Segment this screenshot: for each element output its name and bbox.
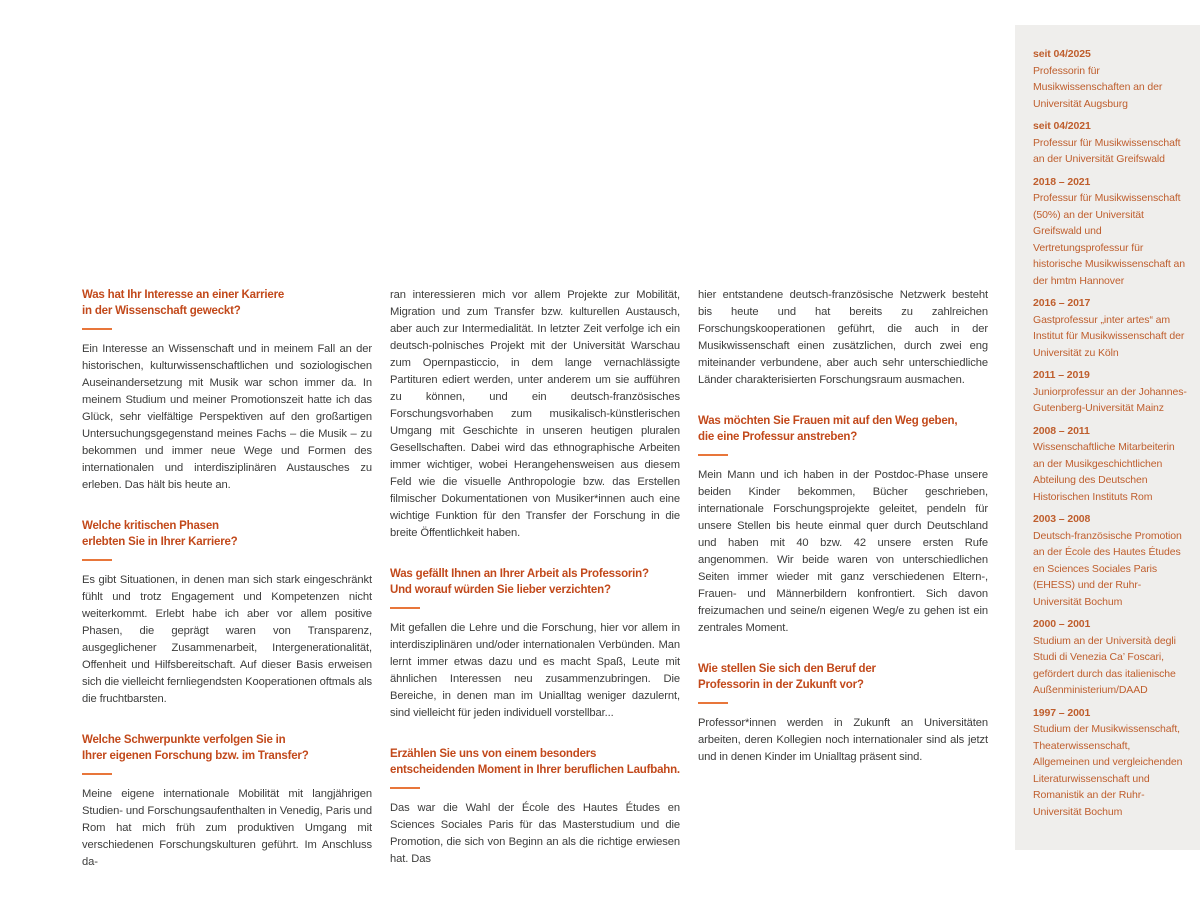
cv-entry-period: 2003 – 2008 xyxy=(1033,513,1091,525)
question-work-likes xyxy=(390,566,680,598)
question-divider-rule xyxy=(390,607,420,609)
cv-entry xyxy=(1033,616,1187,699)
cv-entry xyxy=(1033,367,1187,417)
cv-entry-description: Studium der Musikwissenschaft, Theaterwissenschaft, Allgemeinen und vergleichenden Literaturwissenschaft und Romanistik an der Ruhr-Universität Bochum xyxy=(1033,723,1183,818)
interview-column-3 xyxy=(698,287,988,895)
cv-entry xyxy=(1033,705,1187,821)
question-advice-for-women xyxy=(698,413,988,445)
answer-research-focus-part1: Meine eigene internationale Mobilität mit langjährigen Studien- und Forschungsaufenthalten in Venedig, Paris und Rom hat mich früh zum produktiven Umgang mit verschiedenen Forschungskulturen geführt. Im Anschluss da- xyxy=(82,788,372,868)
cv-entry-description: Deutsch-französische Promotion an der École des Hautes Études en Sciences Sociales Paris (EHESS) und der Ruhr-Universität Bochum xyxy=(1033,529,1182,608)
question-line: Welche Schwerpunkte verfolgen Sie in xyxy=(82,734,286,746)
question-line: Was möchten Sie Frauen mit auf den Weg geben, xyxy=(698,415,958,427)
question-divider-rule xyxy=(82,773,112,775)
question-line: Erzählen Sie uns von einem besonders xyxy=(390,748,597,760)
question-line: in der Wissenschaft geweckt? xyxy=(82,305,241,317)
question-divider-rule xyxy=(390,787,420,789)
cv-entry-description: Studium an der Università degli Studi di Venezia Ca’ Foscari, gefördert durch das italienische Außenministerium/DAAD xyxy=(1033,634,1176,696)
question-line: Wie stellen Sie sich den Beruf der xyxy=(698,663,876,675)
question-decisive-moment xyxy=(390,746,680,778)
interview-column-2 xyxy=(390,287,680,895)
cv-entry-description: Professur für Musikwissenschaft (50%) an der Universität Greifswald und Vertretungsprofessur für historische Musikwissenschaft an der hmtm Hannover xyxy=(1033,192,1186,287)
cv-entry-description: Wissenschaftliche Mitarbeiterin an der Musikgeschichtlichen Abteilung des Deutschen Historischen Instituts Rom xyxy=(1033,441,1175,503)
cv-entry-description: Gastprofessur „inter artes“ am Institut für Musikwissenschaft der Universität zu Köln xyxy=(1033,313,1185,359)
cv-timeline-sidebar xyxy=(1015,25,1200,850)
cv-entry-period: 2018 – 2021 xyxy=(1033,175,1091,188)
interview-columns xyxy=(82,287,988,895)
answer-critical-phases: Es gibt Situationen, in denen man sich stark eingeschränkt fühlt und trotz Engagement und Kompetenzen nicht weiterkommt. Erlebt habe ich aber vor allem positive Phasen, die geprägt waren von Transparenz, ausgeglichener Zusammenarbeit, Intergenerationalität, Offenheit und Hilfsbereitschaft. Auf dieser Basis erweisen sich die vielleicht fernliegendsten Kooperationen oftmals als die fruchtbarsten. xyxy=(82,574,372,705)
cv-entry xyxy=(1033,295,1187,361)
cv-entry xyxy=(1033,423,1187,506)
question-line: Und worauf würden Sie lieber verzichten? xyxy=(390,584,611,596)
question-line: Professorin in der Zukunft vor? xyxy=(698,679,864,691)
cv-entry xyxy=(1033,118,1187,168)
question-divider-rule xyxy=(698,454,728,456)
cv-entry-period: 2011 – 2019 xyxy=(1033,369,1090,381)
question-profession-future xyxy=(698,661,988,693)
answer-decisive-moment-part2: hier entstandene deutsch-französische Netzwerk besteht bis heute und hat bereits zu zahlreichen Forschungskooperationen geführt, die auch in der Musikwissenschaft einen zusätzlichen, durch zwei eng miteinander verbundene, aber auch sehr unterschiedliche Länder charakterisierten Forschungsraum ausmachen. xyxy=(698,289,988,386)
question-critical-phases xyxy=(82,518,372,550)
cv-entry-period: 2008 – 2011 xyxy=(1033,424,1090,437)
cv-entry-description: Professur für Musikwissenschaft an der Universität Greifswald xyxy=(1033,136,1181,165)
question-line: Ihrer eigenen Forschung bzw. im Transfer? xyxy=(82,750,309,762)
cv-entry xyxy=(1033,174,1187,290)
question-line: Welche kritischen Phasen xyxy=(82,520,219,532)
cv-entry-period: 2000 – 2001 xyxy=(1033,618,1091,630)
question-research-focus xyxy=(82,732,372,764)
question-line: erlebten Sie in Ihrer Karriere? xyxy=(82,536,238,548)
cv-entry xyxy=(1033,511,1187,610)
answer-work-likes: Mit gefallen die Lehre und die Forschung, hier vor allem in interdisziplinären und/oder internationalen Verbünden. Man lernt immer etwas dazu und es macht Spaß, Leute mit ähnlichen Interessen neu zusammenzubringen. Die Bereiche, in denen man im Unialltag weniger dazulernt, sind vielleicht für jeden individuell vorstellbar... xyxy=(390,622,680,719)
cv-entry-period: 1997 – 2001 xyxy=(1033,706,1091,719)
answer-decisive-moment-part1: Das war die Wahl der École des Hautes Études en Sciences Sociales Paris für das Masterstudium und die Promotion, die sich von Beginn an als die richtige erwiesen hat. Das xyxy=(390,802,680,865)
question-divider-rule xyxy=(82,328,112,330)
question-line: entscheidenden Moment in Ihrer beruflichen Laufbahn. xyxy=(390,764,680,776)
answer-advice-for-women: Mein Mann und ich haben in der Postdoc-Phase unsere beiden Kinder bekommen, Bücher geschrieben, internationale Forschungsprojekte geleitet, pendeln für unsere Stellen bis heute einmal quer durch Deutschland und haben mit 40 bzw. 42 unsere ersten Rufe angenommen. Wir beide waren von unterschiedlichen Seiten immer wieder mit ganz verschiedenen Eltern-, Frauen- und Männerbildern konfrontiert. Sich davon freizumachen und seine/n eigenen Weg/e zu gehen ist ein zentrales Moment. xyxy=(698,469,988,634)
cv-entry-period: seit 04/2021 xyxy=(1033,120,1091,132)
cv-entry xyxy=(1033,46,1187,112)
question-line: Was gefällt Ihnen an Ihrer Arbeit als Professorin? xyxy=(390,568,649,580)
cv-entry-description: Juniorprofessur an der Johannes-Gutenberg-Universität Mainz xyxy=(1033,385,1187,414)
cv-entry-period: 2016 – 2017 xyxy=(1033,297,1091,309)
answer-research-focus-part2: ran interessieren mich vor allem Projekte zur Mobilität, Migration und zum Transfer bzw. kulturellen Austausch, aber auch zur Intermedialität. In letzter Zeit verfolge ich ein deutsch-polnisches Projekt mit der Universität Warschau zum Opernpasticcio, in dem lange vernachlässigte Partituren ediert werden, unter anderem um sie aufführen zu können, und ein deutsch-französisches Forschungsvorhaben zum musikalisch-künstlerischen Umgang mit Geschichte in unseren heutigen pluralen Gesellschaften. Dabei wird das ethnographische Arbeiten immer wichtiger, wobei Herangehensweisen aus diesem Feld wie die visuelle Anthropologie bzw. das Erstellen filmischer Dokumentationen von Musiker*innen auch eine wichtige Funktion für den Transfer der Forschung in die breite Öffentlichkeit haben. xyxy=(390,289,680,539)
answer-profession-future: Professor*innen werden in Zukunft an Universitäten arbeiten, deren Kollegien noch internationaler sind als jetzt und in denen Kinder im Unialltag präsent sind. xyxy=(698,717,988,763)
question-divider-rule xyxy=(698,702,728,704)
question-interest-career xyxy=(82,287,372,319)
interview-column-1 xyxy=(82,287,372,895)
cv-entry-period: seit 04/2025 xyxy=(1033,48,1091,60)
question-line: Was hat Ihr Interesse an einer Karriere xyxy=(82,289,285,301)
cv-entry-description: Professorin für Musikwissenschaften an der Universität Augsburg xyxy=(1033,64,1163,110)
question-line: die eine Professur anstreben? xyxy=(698,431,858,443)
question-divider-rule xyxy=(82,559,112,561)
answer-interest-career: Ein Interesse an Wissenschaft und in meinem Fall an der historischen, kulturwissenschaftlichen und soziologischen Auseinandersetzung mit Musik war schon immer da. In meinem Studium und meiner Promotionszeit hatte ich das Glück, sehr vielfältige Perspektiven auf den großartigen Untersuchungsgegenstand meines Fachs – die Musik – zu bekommen und immer neue Wege und Formen des internationalen und interdisziplinären Austausches zu erleben. Das hält bis heute an. xyxy=(82,343,372,491)
